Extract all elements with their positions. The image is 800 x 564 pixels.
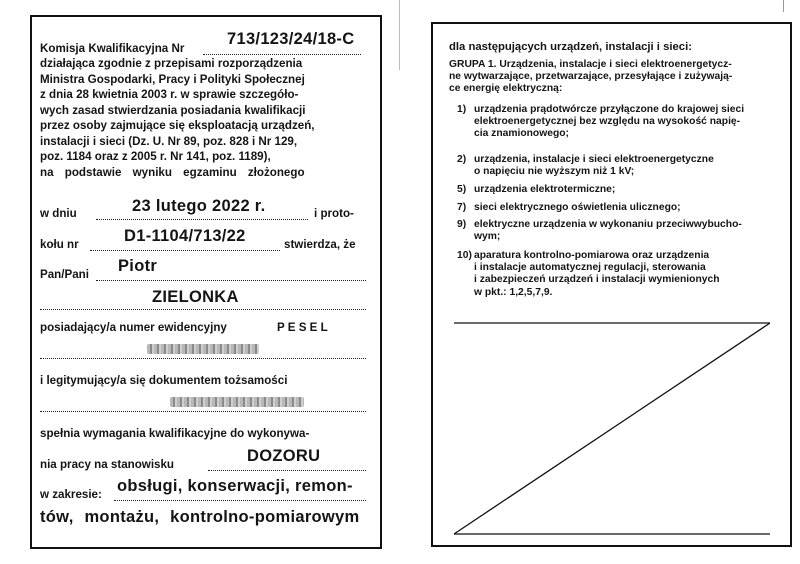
protocol-number: D1-1104/713/22 <box>124 227 246 245</box>
requirements-line: spełnia wymagania kwalifikacyjne do wykonywa- <box>40 427 310 440</box>
id-document-label: i legitymujący/a się dokumentem tożsamości <box>40 374 288 387</box>
group-line: GRUPA 1. Urządzenia, instalacje i sieci elektroenergetycz- <box>449 59 732 70</box>
protocol-label-end: i proto- <box>314 207 354 220</box>
id-document-redacted <box>170 397 304 407</box>
scope-value-line2: tów, montażu, kontrolno-pomiarowym <box>40 508 360 526</box>
commission-dotted-line <box>203 54 361 55</box>
scope-value-line1: obsługi, konserwacji, remon- <box>117 477 353 495</box>
intro-line: na podstawie wyniku egzaminu złożonego <box>40 165 305 179</box>
last-name-dotted-line <box>40 309 366 310</box>
item-number: 7) <box>457 202 467 213</box>
certificate-left-page <box>30 15 382 549</box>
position-dotted-line <box>208 470 366 471</box>
pesel-label: posiadający/a numer ewidencyjny <box>40 321 227 334</box>
item-line: wym; <box>474 231 501 243</box>
scope-dotted-line <box>114 500 366 501</box>
last-name: ZIELONKA <box>152 288 239 306</box>
intro-line: wych zasad stwierdzania posiadania kwalifikacji <box>40 103 306 117</box>
item-line: urządzenia prądotwórcze przyłączone do krajowej sieci <box>474 104 745 115</box>
first-name-dotted-line <box>96 280 366 281</box>
scope-label: w zakresie: <box>40 488 102 501</box>
item-number: 2) <box>457 154 467 165</box>
item-line: urządzenia elektrotermiczne; <box>474 184 616 195</box>
item-line: w pkt.: 1,2,5,7,9. <box>474 286 553 298</box>
item-line: aparatura kontrolno-pomiarowa oraz urządzenia <box>474 250 710 261</box>
exam-date: 23 lutego 2022 r. <box>132 197 266 215</box>
commission-label: Komisja Kwalifikacyjna Nr <box>40 42 185 55</box>
fold-shadow <box>399 0 400 70</box>
pesel-word: P E S E L <box>277 321 328 334</box>
requirements-line: nia pracy na stanowisku <box>40 458 175 471</box>
certifies-label: stwierdza, że <box>284 238 356 251</box>
triangle-diagonal <box>454 323 770 534</box>
intro-line: Ministra Gospodarki, Pracy i Polityki Społecznej <box>40 72 305 86</box>
first-name: Piotr <box>118 257 158 275</box>
protocol-dotted-line <box>90 250 280 251</box>
intro-line: instalacji i sieci (Dz. U. Nr 89, poz. 828 i Nr 129, <box>40 134 298 148</box>
item-line: cia znamionowego; <box>474 128 569 140</box>
certificate-right-page <box>431 22 792 547</box>
date-label: w dniu <box>40 207 77 220</box>
group-line: ne wytwarzające, przetwarzające, przesyłające i zużywają- <box>449 71 733 82</box>
item-line: o napięciu nie wyższym niż 1 kV; <box>474 166 635 178</box>
item-number: 9) <box>457 219 467 230</box>
item-number: 10) <box>457 250 472 261</box>
commission-number: 713/123/24/18-C <box>227 30 355 48</box>
item-number: 5) <box>457 184 467 195</box>
item-line: i zabezpieczeń urządzeń i instalacji wymienionych <box>474 274 720 286</box>
date-dotted-line <box>96 219 308 220</box>
item-line: urządzenia, instalacje i sieci elektroenergetyczne <box>474 154 714 165</box>
fold-shadow-right <box>783 0 784 12</box>
cancellation-triangle <box>453 322 771 536</box>
id-document-dotted-line <box>40 411 366 412</box>
item-line: i instalacje automatycznej regulacji, sterowania <box>474 262 706 274</box>
intro-line: przez osoby zajmujące się eksploatacją urządzeń, <box>40 119 315 132</box>
group-line: ce energię elektryczną: <box>449 83 563 94</box>
item-line: sieci elektrycznego oświetlenia ulicznego; <box>474 202 681 213</box>
protocol-label-start: kołu nr <box>40 238 79 251</box>
right-heading: dla następujących urządzeń, instalacji i sieci: <box>449 41 692 53</box>
intro-line: poz. 1184 oraz z 2005 r. Nr 141, poz. 1189), <box>40 150 271 163</box>
person-label: Pan/Pani <box>40 268 89 281</box>
intro-line: z dnia 28 kwietnia 2003 r. w sprawie szczegóło- <box>40 88 299 101</box>
item-number: 1) <box>457 104 467 115</box>
pesel-redacted <box>147 344 259 354</box>
pesel-dotted-line <box>40 358 366 359</box>
intro-line: działająca zgodnie z przepisami rozporządzenia <box>40 57 303 70</box>
item-line: elektryczne urządzenia w wykonaniu przeciwwybucho- <box>474 219 742 230</box>
position-value: DOZORU <box>247 447 321 465</box>
item-line: elektroenergetycznej bez względu na wysokość napię- <box>474 116 741 128</box>
